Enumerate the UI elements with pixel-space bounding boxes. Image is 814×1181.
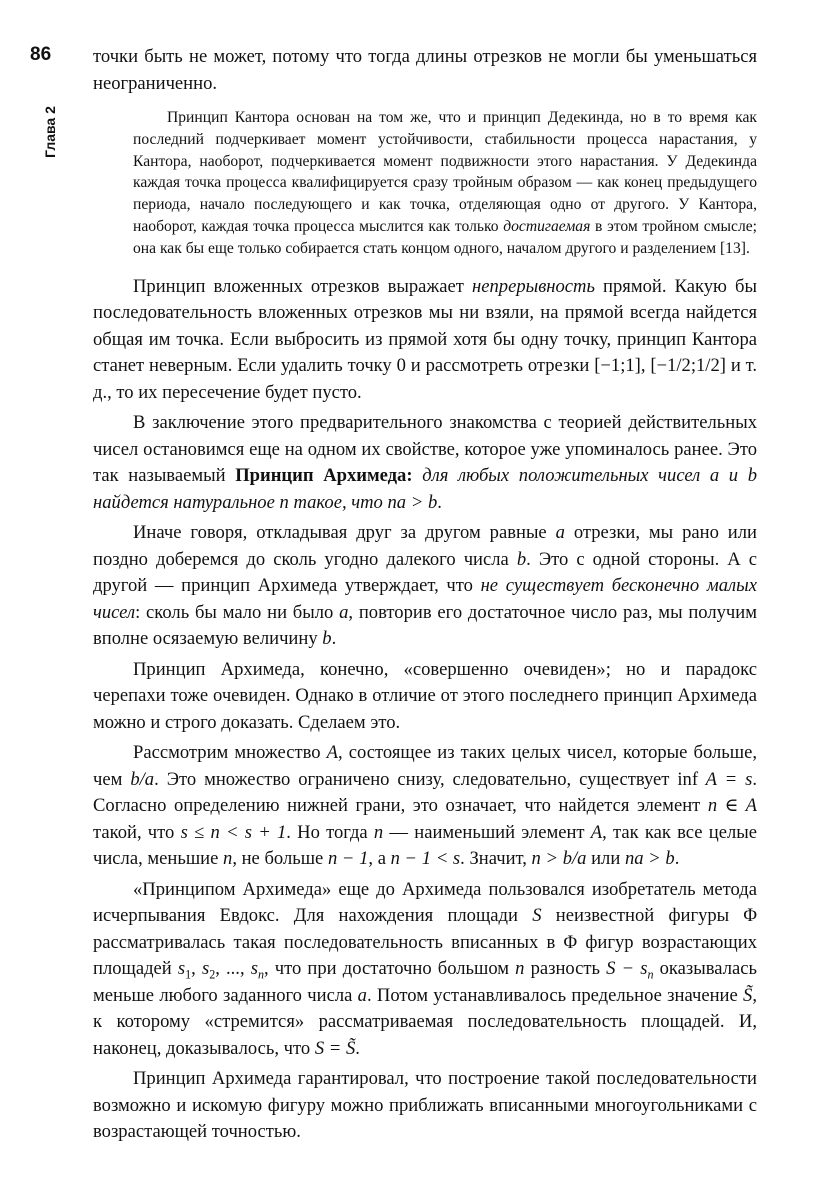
text-run: . Потом устанавливалось предельное значение xyxy=(366,984,744,1006)
cantor-quote xyxy=(133,107,757,260)
math-inequality: na > b xyxy=(387,491,438,513)
quote-emphasis: достигаемая xyxy=(503,217,591,235)
text-run: оказывалась меньше любого заданного числа xyxy=(93,958,757,1006)
text-run: . Значит, xyxy=(460,848,532,870)
math-symbol: a xyxy=(555,522,565,544)
text-run: Иначе говоря, откладывая друг за другом равные xyxy=(133,522,556,544)
paragraph-continuation: точки быть не может, потому что тогда длины отрезков не могли бы уменьшаться неограниченно. xyxy=(93,46,757,94)
text-run: разность xyxy=(524,958,607,980)
math-expression: S = S̃ xyxy=(314,1037,356,1059)
page-number: 86 xyxy=(30,44,52,65)
text-run: . Это множество ограничено снизу, следовательно, существует xyxy=(154,768,678,790)
math-fraction: b/a xyxy=(130,768,155,790)
text-run: , а xyxy=(368,848,391,870)
text-run: : сколь бы мало ни было xyxy=(135,601,340,623)
text-run: неизвестной фигуры Φ рассматривалась такая последовательность вписанных в Φ фигур возрастающих площадей xyxy=(93,905,757,980)
paragraph-archimedes-intro xyxy=(93,410,757,516)
text-run: такой, что xyxy=(93,821,181,843)
text-run: . xyxy=(355,1037,360,1059)
math-symbol: s xyxy=(250,958,258,980)
text-run: отрезки, мы рано или поздно доберемся до сколь угодно далекого числа xyxy=(93,522,757,570)
emphasis-run: для любых положительных чисел xyxy=(412,465,710,487)
text-run: , так как все целые числа, меньшие xyxy=(93,821,757,870)
math-expression: S − s xyxy=(606,958,648,980)
text-run: . Это с одной стороны. А с другой — принцип Архимеда утверждает, что xyxy=(93,548,758,597)
text-run: . Но тогда xyxy=(286,821,374,843)
math-symbol: b xyxy=(747,465,758,487)
text-run: , что при достаточно большом xyxy=(264,958,516,980)
text-run: , xyxy=(191,958,202,980)
emphasis-run: найдется натуральное xyxy=(93,491,280,513)
math-expression: A = s xyxy=(698,768,753,790)
text-run: «Принципом Архимеда» еще до Архимеда пользовался изобретатель метода исчерпывания Евдокс. Для нахождения площади xyxy=(93,878,757,927)
text-run: В заключение этого предварительного знакомства с теорией действительных чисел остановимся еще на одном их свойстве, которое уже упоминалось ранее. Это так называемый xyxy=(93,412,757,487)
text-run: и т. д., то их пересечение будет пусто. xyxy=(93,355,758,403)
math-symbol: S̃ xyxy=(743,984,753,1006)
text-run: Принцип вложенных отрезков выражает xyxy=(133,275,472,297)
paragraph-proof xyxy=(93,740,757,873)
math-symbol: n xyxy=(515,958,525,980)
math-expression: n ∈ A xyxy=(707,795,757,817)
math-symbol: b xyxy=(516,548,527,570)
math-expression: n − 1 < s xyxy=(390,848,461,870)
text-run: , к которому «стремится» рассматриваемая последовательность площадей. И, наконец, доказывалось, что xyxy=(93,984,757,1059)
text-run: , ..., xyxy=(215,958,251,980)
text-run: , xyxy=(640,355,651,377)
text-run: . xyxy=(674,848,680,870)
text-run: прямой. Какую бы последовательность вложенных отрезков мы ни взяли, на прямой всегда найдется общая им точка. Если выбросить из прямой хотя бы одну точку, принцип Кантора станет неверным. Если удалить точку 0 и рассмотреть отрезки xyxy=(93,275,757,377)
math-symbol: a xyxy=(357,984,367,1006)
paragraph-conclusion: Принцип Архимеда гарантировал, что построение такой последовательности возможно и искомую фигуру можно приближать вписанными многоугольниками с возрастающей точностью. xyxy=(93,1068,757,1143)
math-expression: n − 1 xyxy=(327,848,369,870)
math-symbol: s xyxy=(201,958,210,980)
quote-text: в этом тройном смысле; она как бы еще только собирается стать концом одного, началом другого и разделением [13]. xyxy=(133,217,757,257)
math-interval: [−1;1] xyxy=(594,355,641,377)
math-expression: na > b xyxy=(624,848,675,870)
quote-text: Принцип Кантора основан на том же, что и принцип Дедекинда, но в то время как последний подчеркивает момент устойчивости, стабильности процесса нарастания, у Кантора, наоборот, подчеркивается момент подвижности этого нарастания. У Дедекинда каждая точка процесса квалифицируется сразу тройным образом — как конец предыдущего периода, начало последующего и как точка, отделяющая одно от другого. У Кантора, наоборот, каждая точка процесса мыслится как только xyxy=(133,109,757,235)
text-run: . xyxy=(331,628,337,650)
chapter-label: Глава 2 xyxy=(42,106,58,158)
math-symbol: A xyxy=(590,821,603,843)
paragraph-nested-intervals xyxy=(93,274,757,407)
emphasis-run: и xyxy=(719,465,748,487)
math-symbol: s xyxy=(177,958,186,980)
emphasis-no-infinitesimals: не существует бесконечно малых чисел xyxy=(93,575,757,623)
math-symbol: A xyxy=(326,742,339,764)
bold-archimedes-principle: Принцип Архимеда: xyxy=(235,465,413,487)
text-run: или xyxy=(586,848,625,870)
math-subscript: 1 xyxy=(185,967,192,982)
math-expression: s ≤ n < s + 1 xyxy=(180,821,287,843)
paragraph-eudoxus xyxy=(93,877,757,1063)
text-run: , состоящее из таких целых чисел, которые больше, чем xyxy=(93,742,757,790)
emphasis-continuity: непрерывность xyxy=(472,275,595,297)
math-symbol: a xyxy=(339,601,349,623)
math-subscript: n xyxy=(647,967,654,982)
math-symbol: b xyxy=(322,628,332,650)
emphasis-run: такое, что xyxy=(288,491,388,513)
math-symbol: n xyxy=(223,848,233,870)
paragraph-in-other-words xyxy=(93,520,757,653)
math-symbol: n xyxy=(279,491,289,513)
math-subscript: n xyxy=(257,967,265,982)
text-run: — наименьший элемент xyxy=(383,821,591,843)
paragraph-obvious: Принцип Архимеда, конечно, «совершенно очевиден»; но и парадокс черепахи тоже очевиден. Однако в отличие от этого последнего принцип Архимеда можно и строго доказать. Сделаем это. xyxy=(93,658,757,733)
text-run: , повторив его достаточное число раз, мы получим вполне осязаемую величину xyxy=(93,601,757,650)
text-run: Рассмотрим множество xyxy=(133,742,327,764)
math-operator-inf: inf xyxy=(677,768,699,790)
math-expression: n > b/a xyxy=(531,848,587,870)
math-symbol: a xyxy=(709,465,720,487)
math-symbol: n xyxy=(373,821,384,843)
text-run: . Согласно определению нижней грани, это означает, что найдется элемент xyxy=(93,768,757,817)
text-run: , не больше xyxy=(232,848,328,870)
math-interval: [−1/2;1/2] xyxy=(650,355,726,377)
text-run: . xyxy=(437,491,442,513)
math-symbol: S xyxy=(532,905,542,927)
page-body xyxy=(93,44,757,1150)
math-subscript: 2 xyxy=(209,967,216,982)
